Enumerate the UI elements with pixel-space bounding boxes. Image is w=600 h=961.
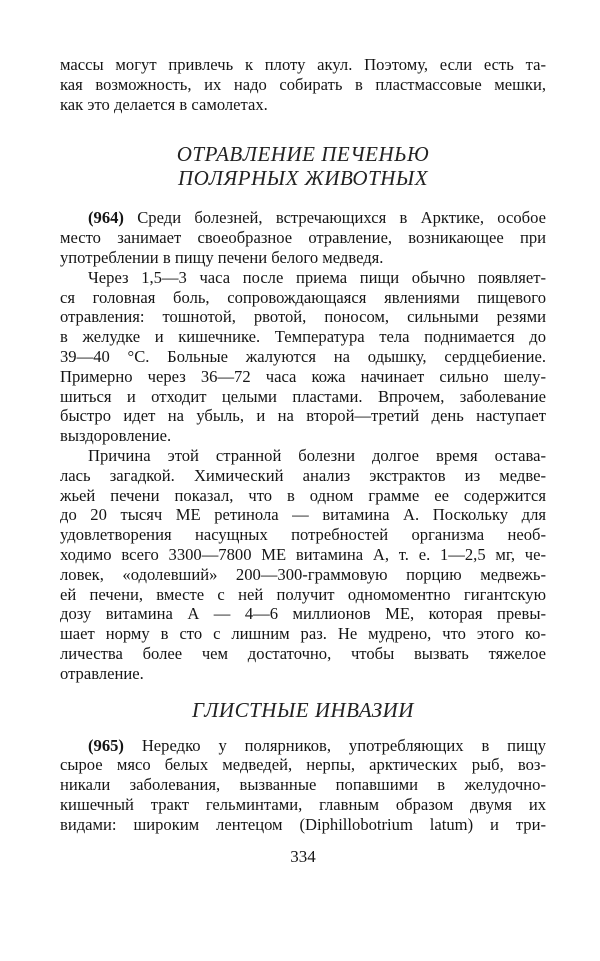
text-line: Причина этой странной болезни долгое время остава- [88, 445, 546, 465]
text-line: шиться и отходит целыми пластами. Впрочем, заболевание [60, 386, 546, 406]
text-line: личества более чем достаточно, чтобы вызвать тяжелое [60, 643, 546, 663]
text-line: кишечный тракт гельминтами, главным образом двумя их [60, 794, 546, 814]
text-line: отравление. [60, 663, 144, 683]
paragraph-symptoms [60, 268, 546, 446]
text-line: как это делается в самолетах. [60, 94, 268, 114]
text-span: Нередко у полярников, употребляющих в пищу [141, 735, 546, 755]
text-line: отравления: тошнотой, рвотой, поносом, сильными резями [60, 307, 546, 327]
text-line: ся головная боль, сопровождающаяся явлениями пищевого [60, 287, 546, 307]
intro-paragraph [60, 55, 546, 114]
text-line: 39—40 °С. Больные жалуются на одышку, сердцебиение. [60, 346, 546, 366]
text-line: кая возможность, их надо собирать в пластмассовые мешки, [60, 74, 546, 94]
paragraph-number: (964) [88, 208, 124, 228]
text-line: быстро идет на убыль, и на второй—третий день наступает [60, 406, 546, 426]
text-line: дозу витамина А — 4—6 миллионов МЕ, которая превы- [60, 604, 546, 624]
text-line: до 20 тысяч МЕ ретинола — витамина А. Поскольку для [60, 505, 546, 525]
book-page [60, 55, 546, 867]
text-line: лась загадкой. Химический анализ экстрактов из медве- [60, 465, 546, 485]
text-line: видами: широким лентецом (Diphillobotrium latum) и три- [60, 814, 546, 834]
text-line [60, 736, 546, 756]
text-line: шает норму в сто с лишним раз. Не мудрено, что этого ко- [60, 624, 546, 644]
text-line: Примерно через 36—72 часа кожа начинает сильно шелу- [60, 366, 546, 386]
text-line: сырое мясо белых медведей, нерпы, арктических рыб, воз- [60, 755, 546, 775]
section-heading-helminth-invasions: ГЛИСТНЫЕ ИНВАЗИИ [192, 697, 414, 722]
heading-line: ПОЛЯРНЫХ ЖИВОТНЫХ [177, 166, 429, 191]
section-heading-liver-poisoning [60, 142, 546, 190]
text-line: в желудке и кишечнике. Температура тела поднимается до [60, 327, 546, 347]
text-line: удовлетворения насущных потребностей организма необ- [60, 525, 546, 545]
text-line: место занимает своеобразное отравление, возникающее при [60, 228, 546, 248]
text-line [60, 208, 546, 228]
page-number: 334 [290, 846, 316, 866]
text-line: ходимо всего 3300—7800 МЕ витамина А, т. е. 1—2,5 мг, че- [60, 544, 546, 564]
text-line: массы могут привлечь к плоту акул. Поэтому, если есть та- [60, 55, 546, 74]
paragraph-965 [60, 736, 546, 835]
text-line: выздоровление. [60, 426, 172, 446]
paragraph-number: (965) [88, 735, 124, 755]
text-line: жьей печени показал, что в одном грамме ее содержится [60, 485, 546, 505]
text-span: Среди болезней, встречающихся в Арктике, особое [137, 208, 546, 228]
paragraph-964 [60, 208, 546, 267]
text-line: употреблении в пищу печени белого медведя. [60, 247, 384, 267]
text-line: ей печени, вместе с ней получит одномоментно гигантскую [60, 584, 546, 604]
text-line: никали заболевания, вызванные попавшими в желудочно- [60, 775, 546, 795]
text-line: Через 1,5—3 часа после приема пищи обычно появляет- [88, 267, 546, 287]
paragraph-cause [60, 446, 546, 684]
text-line: ловек, «одолевший» 200—300-граммовую порцию медвежь- [60, 564, 546, 584]
heading-line: ОТРАВЛЕНИЕ ПЕЧЕНЬЮ [176, 142, 430, 167]
